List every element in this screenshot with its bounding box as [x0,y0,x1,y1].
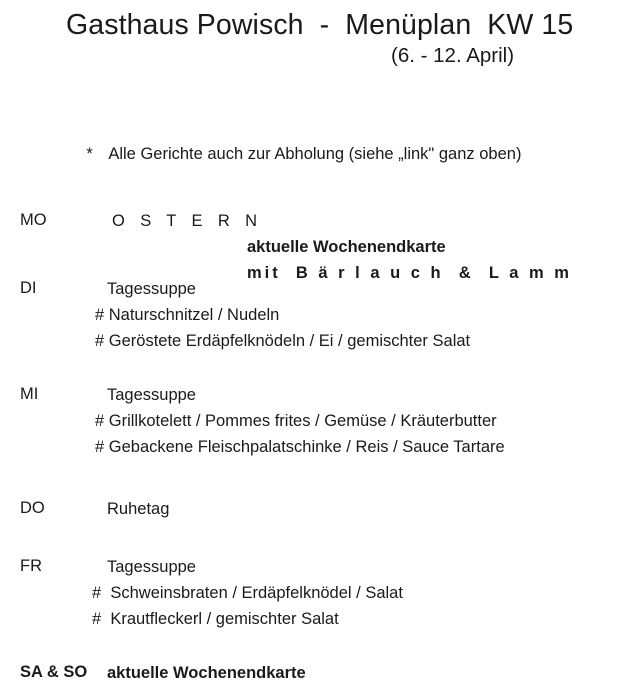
day-menu-lines [0,660,644,686]
menu-line-text: # Gebackene Fleischpalatschinke / Reis / Sauce Tartare [95,438,505,456]
day-label: MI [20,385,39,403]
menu-line-text: # Grillkotelett / Pommes frites / Gemüse / Kräuterbutter [95,412,497,430]
menu-line-text: aktuelle Wochenendkarte [247,238,446,256]
menu-line [0,434,644,460]
menu-line [0,408,644,434]
day-label: MO [20,211,47,229]
day-menu-lines [0,554,644,632]
day-label: FR [20,557,42,575]
menu-line [0,660,644,686]
menu-line [0,606,644,632]
menu-line-text: aktuelle Wochenendkarte [107,664,306,682]
menu-line-text: O S T E R N [112,212,263,230]
day-menu-lines [0,276,644,354]
menu-line-text: mit B ä r l a u c h & L a m m [247,264,572,282]
menu-line-text: # Geröstete Erdäpfelknödeln / Ei / gemischter Salat [95,332,471,350]
menu-line-text: Tagessuppe [107,558,196,576]
menu-line [0,580,644,606]
takeaway-note [68,121,521,187]
menu-line [0,328,644,354]
menu-line-text: Tagessuppe [107,280,196,298]
day-label: DI [20,279,37,297]
menu-line [0,554,644,580]
menu-line [0,208,644,234]
menu-line [0,302,644,328]
menu-line-text: # Schweinsbraten / Erdäpfelknödel / Salat [92,584,403,602]
menu-line-text: # Krautfleckerl / gemischter Salat [92,610,339,628]
menu-line-text: # Naturschnitzel / Nudeln [95,306,280,324]
menu-line-text: Tagessuppe [107,386,196,404]
day-menu-lines [0,382,644,460]
menu-line [0,496,644,522]
menu-line [0,234,644,260]
asterisk-marker: * [86,145,93,163]
menu-line-text: Ruhetag [107,500,170,518]
day-menu-lines [0,496,644,522]
menu-line [0,276,644,302]
day-label: SA & SO [20,663,88,681]
page-subtitle-date-range: (6. - 12. April) [391,44,515,67]
takeaway-note-text: Alle Gerichte auch zur Abholung (siehe „link" ganz oben) [108,145,522,163]
day-menu-lines [0,208,644,286]
page-title: Gasthaus Powisch - Menüplan KW 15 [66,9,574,41]
day-label: DO [20,499,45,517]
menu-line [0,382,644,408]
